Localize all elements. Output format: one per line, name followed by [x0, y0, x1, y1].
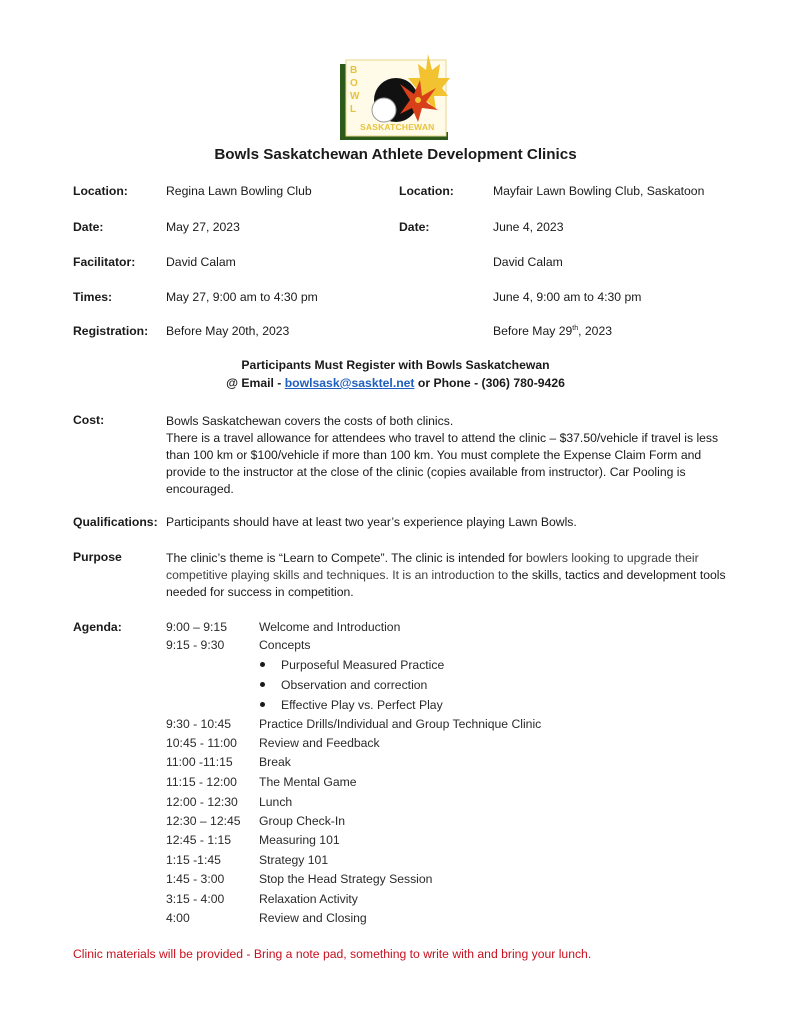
agenda-item: Break	[259, 755, 291, 769]
agenda-item: Strategy 101	[259, 853, 329, 867]
left-date-value: May 27, 2023	[166, 220, 240, 234]
left-times-value: May 27, 9:00 am to 4:30 pm	[166, 290, 318, 304]
bullet-icon	[260, 702, 265, 707]
agenda-item: Review and Closing	[259, 911, 367, 925]
register-email-prefix: @ Email -	[226, 376, 285, 390]
agenda-item: Relaxation Activity	[259, 892, 358, 906]
concept-text: Purposeful Measured Practice	[281, 658, 445, 672]
agenda-time: 12:00 - 12:30	[166, 795, 238, 809]
agenda-item: Welcome and Introduction	[259, 620, 401, 634]
purpose-part-2: bowlers looking to upgrade their competitive playing skills and techniques. It is an introduction to	[166, 551, 699, 582]
register-line-2	[0, 376, 791, 390]
agenda-time: 4:00	[166, 911, 190, 925]
right-facilitator-value: David Calam	[493, 255, 563, 269]
agenda-item: Lunch	[259, 795, 293, 809]
logo-saskatchewan-text: SASKATCHEWAN	[360, 122, 435, 132]
agenda-time: 1:15 -1:45	[166, 853, 221, 867]
right-date-value: June 4, 2023	[493, 220, 564, 234]
register-line-1: Participants Must Register with Bowls Saskatchewan	[241, 358, 550, 372]
left-location-value: Regina Lawn Bowling Club	[166, 184, 312, 198]
times-label: Times:	[73, 290, 113, 304]
agenda-label: Agenda:	[73, 620, 122, 634]
concept-bullet	[260, 678, 427, 692]
agenda-time: 12:45 - 1:15	[166, 833, 232, 847]
purpose-label: Purpose	[73, 550, 122, 564]
page-title: Bowls Saskatchewan Athlete Development Clinics	[214, 146, 577, 163]
agenda-item: Stop the Head Strategy Session	[259, 872, 433, 886]
purpose-part-3: the skills, tactics and development tools needed for success in competition.	[166, 568, 726, 599]
cost-line-2: There is a travel allowance for attendees who travel to attend the clinic – $37.50/vehicle if travel is less than 100 km or $100/vehicle if more than 100 km. You must complete the Expense Claim Form and provide to the instructor at the close of the clinic (copies available from instructor). Car Pooling is encouraged.	[166, 431, 719, 496]
agenda-time: 9:15 - 9:30	[166, 638, 225, 652]
agenda-time: 9:00 – 9:15	[166, 620, 227, 634]
registration-label: Registration:	[73, 324, 149, 338]
concept-bullet	[260, 658, 444, 672]
bullet-icon	[260, 662, 265, 667]
agenda-item: Practice Drills/Individual and Group Technique Clinic	[259, 717, 542, 731]
agenda-item: Group Check-In	[259, 814, 346, 828]
concept-text: Effective Play vs. Perfect Play	[281, 698, 443, 712]
concept-text: Observation and correction	[281, 678, 428, 692]
register-phone: or Phone - (306) 780-9426	[414, 376, 565, 390]
right-registration-prefix: Before May 29	[493, 324, 573, 338]
cost-label: Cost:	[73, 413, 105, 427]
right-registration-value	[493, 324, 612, 338]
agenda-time: 3:15 - 4:00	[166, 892, 225, 906]
concept-bullet	[260, 698, 443, 712]
left-facilitator-value: David Calam	[166, 255, 236, 269]
agenda-item: Review and Feedback	[259, 736, 380, 750]
logo-bowl-text: BOWL	[350, 65, 360, 115]
right-location-value: Mayfair Lawn Bowling Club, Saskatoon	[493, 184, 705, 198]
agenda-time: 12:30 – 12:45	[166, 814, 241, 828]
bullet-icon	[260, 682, 265, 687]
facilitator-label: Facilitator:	[73, 255, 136, 269]
bowls-saskatchewan-logo	[340, 52, 452, 142]
right-location-label: Location:	[399, 184, 454, 198]
agenda-time: 11:15 - 12:00	[166, 775, 237, 789]
agenda-time: 10:45 - 11:00	[166, 736, 237, 750]
qualifications-label: Qualifications:	[73, 515, 158, 529]
left-location-label: Location:	[73, 184, 128, 198]
purpose-part-1: The clinic’s theme is “Learn to Compete”. The clinic is intended for	[166, 551, 526, 565]
agenda-time: 9:30 - 10:45	[166, 717, 232, 731]
qualifications-text: Participants should have at least two year’s experience playing Lawn Bowls.	[166, 515, 577, 529]
agenda-item: Concepts	[259, 638, 311, 652]
right-date-label: Date:	[399, 220, 430, 234]
agenda-item: Measuring 101	[259, 833, 340, 847]
materials-note: Clinic materials will be provided - Bring a note pad, something to write with and bring your lunch.	[73, 947, 592, 961]
agenda-time: 11:00 -11:15	[166, 755, 233, 769]
agenda-item: The Mental Game	[259, 775, 357, 789]
email-link[interactable]: bowlsask@sasktel.net	[284, 376, 415, 390]
cost-text	[166, 413, 726, 498]
cost-line-1: Bowls Saskatchewan covers the costs of both clinics.	[166, 414, 454, 428]
left-registration-value: Before May 20th, 2023	[166, 324, 290, 338]
purpose-text	[166, 550, 726, 601]
left-date-label: Date:	[73, 220, 104, 234]
agenda-time: 1:45 - 3:00	[166, 872, 225, 886]
right-registration-suffix: , 2023	[578, 324, 612, 338]
right-times-value: June 4, 9:00 am to 4:30 pm	[493, 290, 642, 304]
right-registration-sup: th	[572, 324, 579, 332]
